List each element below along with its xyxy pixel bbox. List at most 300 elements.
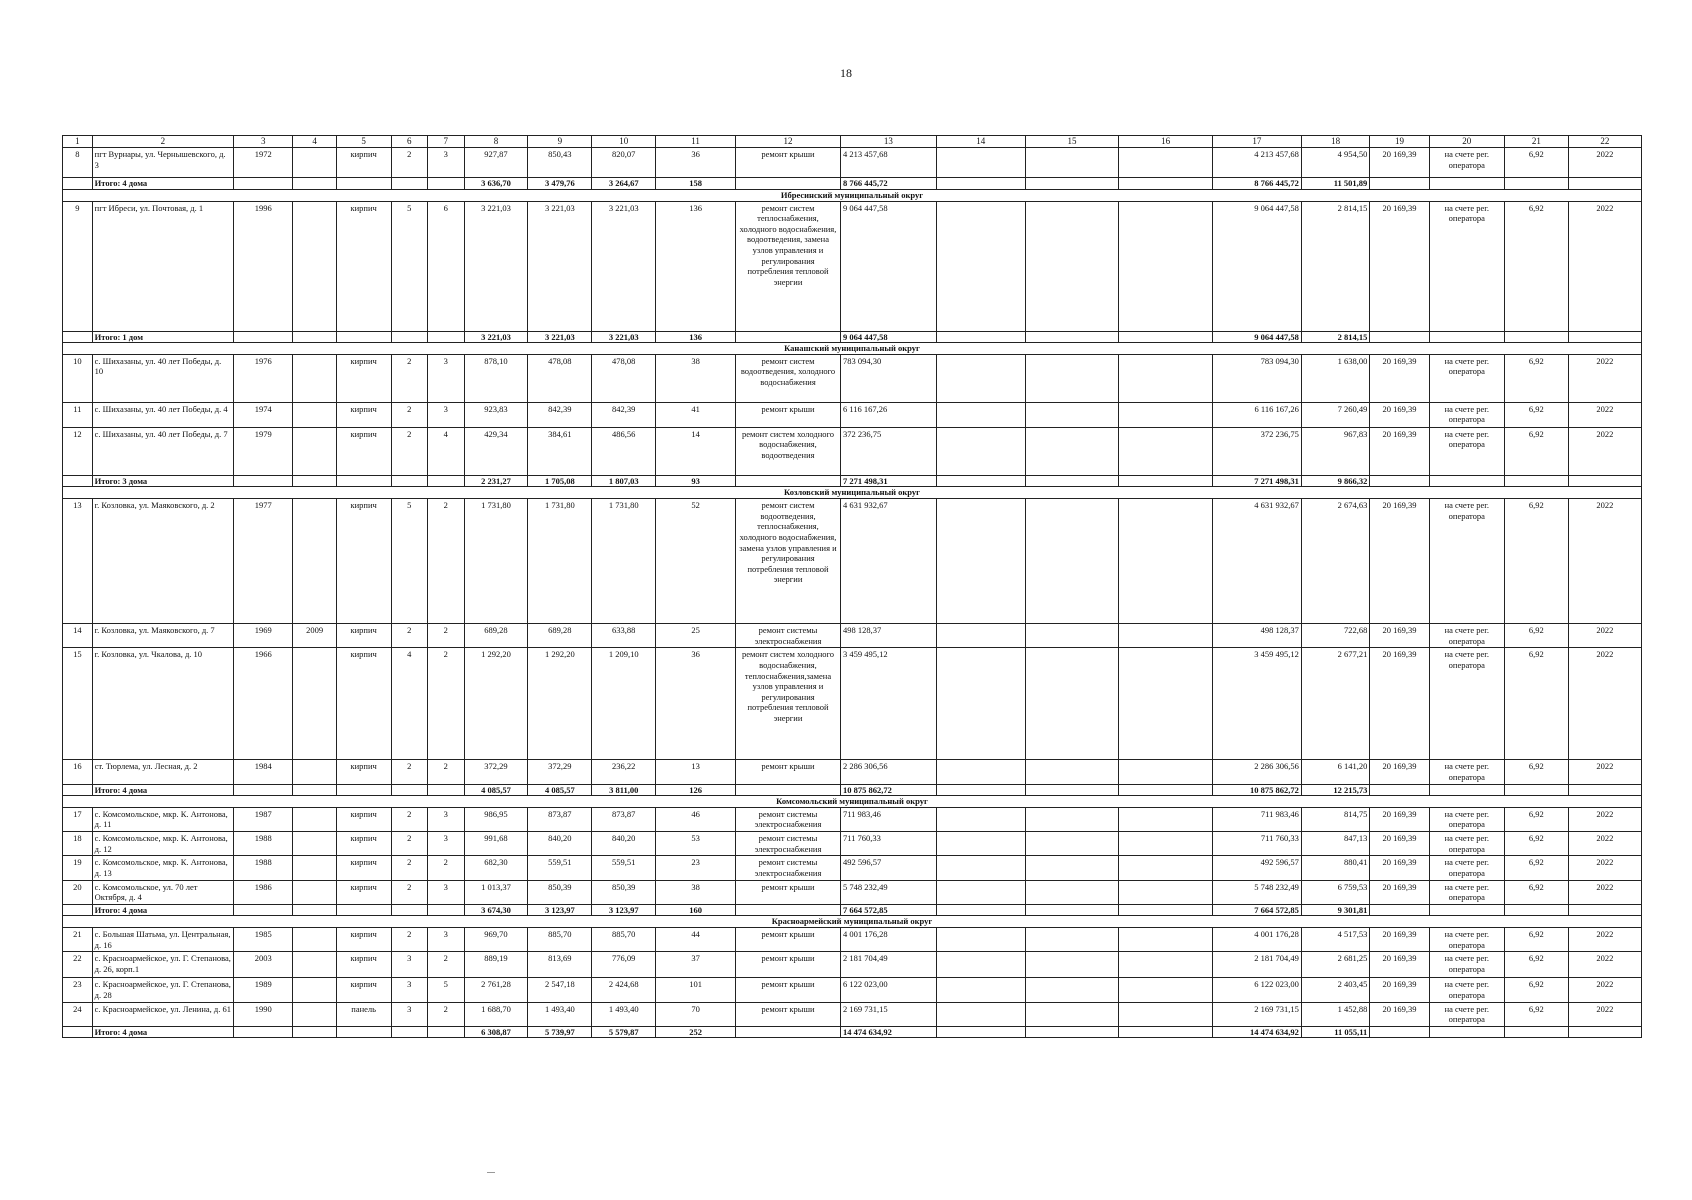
column-number: 3 bbox=[234, 136, 293, 148]
total-cell bbox=[1025, 331, 1119, 343]
table-cell: 6,92 bbox=[1504, 648, 1568, 760]
table-cell: 1996 bbox=[234, 201, 293, 331]
table-cell: на счете рег. оператора bbox=[1429, 624, 1504, 648]
table-cell: 20 169,39 bbox=[1370, 1002, 1429, 1026]
row-number: 12 bbox=[63, 427, 93, 475]
table-cell: 3 bbox=[391, 978, 428, 1002]
row-number: 10 bbox=[63, 354, 93, 402]
table-cell: 4 bbox=[428, 427, 465, 475]
total-cell bbox=[1025, 1026, 1119, 1038]
total-cell: 11 501,89 bbox=[1301, 178, 1369, 190]
total-row bbox=[63, 178, 1642, 190]
table-cell: 372,29 bbox=[528, 760, 592, 784]
total-cell: 160 bbox=[656, 904, 736, 916]
district-name: Козловский муниципальный округ bbox=[63, 487, 1642, 499]
total-cell: 3 811,00 bbox=[592, 784, 656, 796]
table-cell: 498 128,37 bbox=[840, 624, 936, 648]
table-cell: 813,69 bbox=[528, 952, 592, 978]
row-number: 9 bbox=[63, 201, 93, 331]
table-cell: 711 760,33 bbox=[840, 832, 936, 856]
total-cell bbox=[391, 784, 428, 796]
building-row bbox=[63, 148, 1642, 178]
total-number-cell bbox=[63, 331, 93, 343]
table-cell: 20 169,39 bbox=[1370, 856, 1429, 880]
table-cell: 4 954,50 bbox=[1301, 148, 1369, 178]
table-cell: 5 748 232,49 bbox=[840, 880, 936, 904]
table-cell: 492 596,57 bbox=[840, 856, 936, 880]
total-cell bbox=[234, 904, 293, 916]
total-cell: 1 705,08 bbox=[528, 475, 592, 487]
total-row bbox=[63, 784, 1642, 796]
column-number: 6 bbox=[391, 136, 428, 148]
total-cell bbox=[293, 178, 336, 190]
table-cell: 878,10 bbox=[464, 354, 528, 402]
table-cell: 2 bbox=[428, 648, 465, 760]
table-cell: 847,13 bbox=[1301, 832, 1369, 856]
column-number: 17 bbox=[1212, 136, 1301, 148]
table-cell: 20 169,39 bbox=[1370, 760, 1429, 784]
table-cell: 1974 bbox=[234, 402, 293, 427]
table-cell: 2003 bbox=[234, 952, 293, 978]
total-cell bbox=[336, 475, 391, 487]
table-cell: 20 169,39 bbox=[1370, 427, 1429, 475]
total-cell: 10 875 862,72 bbox=[1212, 784, 1301, 796]
table-cell: 1 452,88 bbox=[1301, 1002, 1369, 1026]
total-cell bbox=[1504, 331, 1568, 343]
table-cell bbox=[1119, 832, 1213, 856]
district-header-row bbox=[63, 189, 1642, 201]
total-cell bbox=[936, 904, 1025, 916]
table-cell: 2 bbox=[391, 880, 428, 904]
total-cell: 9 301,81 bbox=[1301, 904, 1369, 916]
table-cell bbox=[1025, 760, 1119, 784]
address-cell: с. Красноармейское, ул. Ленина, д. 61 bbox=[92, 1002, 233, 1026]
table-cell bbox=[293, 952, 336, 978]
table-cell: кирпич bbox=[336, 402, 391, 427]
table-cell bbox=[1119, 760, 1213, 784]
total-cell: 7 664 572,85 bbox=[1212, 904, 1301, 916]
work-type-cell: ремонт системы электроснабжения bbox=[736, 832, 841, 856]
total-cell: 3 123,97 bbox=[592, 904, 656, 916]
table-cell bbox=[293, 427, 336, 475]
address-cell: с. Красноармейское, ул. Г. Степанова, д. 26, корп.1 bbox=[92, 952, 233, 978]
total-number-cell bbox=[63, 904, 93, 916]
table-cell: 1 493,40 bbox=[592, 1002, 656, 1026]
total-cell: 5 579,87 bbox=[592, 1026, 656, 1038]
total-cell bbox=[1119, 904, 1213, 916]
table-cell: 6 bbox=[428, 201, 465, 331]
row-number: 23 bbox=[63, 978, 93, 1002]
table-cell: на счете рег. оператора bbox=[1429, 832, 1504, 856]
page-number: 18 bbox=[840, 66, 852, 80]
table-cell: 52 bbox=[656, 499, 736, 624]
total-label: Итого: 3 дома bbox=[92, 475, 233, 487]
total-cell: 1 807,03 bbox=[592, 475, 656, 487]
table-cell: 3 459 495,12 bbox=[840, 648, 936, 760]
table-cell: 4 517,53 bbox=[1301, 928, 1369, 952]
district-header-row bbox=[63, 916, 1642, 928]
table-cell: 2 181 704,49 bbox=[1212, 952, 1301, 978]
table-cell: 2009 bbox=[293, 624, 336, 648]
table-cell: 991,68 bbox=[464, 832, 528, 856]
table-cell bbox=[293, 201, 336, 331]
address-cell: с. Комсомольское, ул. 70 лет Октября, д. 4 bbox=[92, 880, 233, 904]
total-number-cell bbox=[63, 1026, 93, 1038]
total-number-cell bbox=[63, 784, 93, 796]
total-row bbox=[63, 1026, 1642, 1038]
table-cell: 486,56 bbox=[592, 427, 656, 475]
building-row bbox=[63, 648, 1642, 760]
total-cell bbox=[234, 1026, 293, 1038]
table-cell: 820,07 bbox=[592, 148, 656, 178]
table-cell: 2 bbox=[391, 354, 428, 402]
total-cell bbox=[293, 331, 336, 343]
address-cell: с. Большая Шатьма, ул. Центральная, д. 16 bbox=[92, 928, 233, 952]
table-cell: 6,92 bbox=[1504, 1002, 1568, 1026]
table-cell: 2 547,18 bbox=[528, 978, 592, 1002]
table-cell bbox=[1119, 880, 1213, 904]
work-type-cell: ремонт системы электроснабжения bbox=[736, 856, 841, 880]
table-cell: 1979 bbox=[234, 427, 293, 475]
total-cell bbox=[1429, 784, 1504, 796]
address-cell: г. Козловка, ул. Чкалова, д. 10 bbox=[92, 648, 233, 760]
total-cell bbox=[234, 331, 293, 343]
total-cell bbox=[293, 475, 336, 487]
table-cell: 429,34 bbox=[464, 427, 528, 475]
table-cell: 1987 bbox=[234, 807, 293, 831]
table-cell: 36 bbox=[656, 648, 736, 760]
table-cell bbox=[1025, 648, 1119, 760]
column-number: 16 bbox=[1119, 136, 1213, 148]
table-cell bbox=[293, 978, 336, 1002]
table-cell: 20 169,39 bbox=[1370, 832, 1429, 856]
table-cell: 850,39 bbox=[592, 880, 656, 904]
table-cell: 2 814,15 bbox=[1301, 201, 1369, 331]
table-cell: 6,92 bbox=[1504, 952, 1568, 978]
table-cell: 46 bbox=[656, 807, 736, 831]
total-cell bbox=[428, 178, 465, 190]
total-cell bbox=[428, 331, 465, 343]
column-number: 11 bbox=[656, 136, 736, 148]
table-cell bbox=[1025, 427, 1119, 475]
table-cell bbox=[1025, 354, 1119, 402]
table-cell: на счете рег. оператора bbox=[1429, 978, 1504, 1002]
total-label: Итого: 4 дома bbox=[92, 1026, 233, 1038]
total-cell bbox=[736, 178, 841, 190]
total-number-cell bbox=[63, 475, 93, 487]
table-cell: 6,92 bbox=[1504, 807, 1568, 831]
address-cell: пгт Ибреси, ул. Почтовая, д. 1 bbox=[92, 201, 233, 331]
table-cell: 2 bbox=[428, 624, 465, 648]
table-cell: 236,22 bbox=[592, 760, 656, 784]
table-cell: 3 221,03 bbox=[528, 201, 592, 331]
row-number: 11 bbox=[63, 402, 93, 427]
table-cell: 2022 bbox=[1568, 807, 1641, 831]
total-cell bbox=[936, 784, 1025, 796]
table-cell: кирпич bbox=[336, 928, 391, 952]
address-cell: с. Комсомольское, мкр. К. Антонова, д. 12 bbox=[92, 832, 233, 856]
total-cell bbox=[1119, 784, 1213, 796]
total-cell bbox=[428, 475, 465, 487]
table-cell: 20 169,39 bbox=[1370, 880, 1429, 904]
total-cell bbox=[293, 904, 336, 916]
table-cell: 4 631 932,67 bbox=[840, 499, 936, 624]
table-cell: 6,92 bbox=[1504, 832, 1568, 856]
address-cell: г. Козловка, ул. Маяковского, д. 2 bbox=[92, 499, 233, 624]
table-cell bbox=[936, 402, 1025, 427]
table-cell: кирпич bbox=[336, 952, 391, 978]
table-cell: 2022 bbox=[1568, 952, 1641, 978]
district-header-row bbox=[63, 796, 1642, 808]
total-cell bbox=[1370, 1026, 1429, 1038]
table-cell: 4 001 176,28 bbox=[1212, 928, 1301, 952]
row-number: 20 bbox=[63, 880, 93, 904]
table-cell: на счете рег. оператора bbox=[1429, 928, 1504, 952]
table-cell: на счете рег. оператора bbox=[1429, 880, 1504, 904]
table-cell bbox=[293, 760, 336, 784]
total-cell bbox=[936, 178, 1025, 190]
table-cell bbox=[1025, 1002, 1119, 1026]
total-cell bbox=[1429, 1026, 1504, 1038]
table-cell bbox=[936, 928, 1025, 952]
total-cell: 3 221,03 bbox=[528, 331, 592, 343]
table-cell: кирпич bbox=[336, 624, 391, 648]
table-cell: 2 bbox=[391, 624, 428, 648]
total-cell: 158 bbox=[656, 178, 736, 190]
total-label: Итого: 1 дом bbox=[92, 331, 233, 343]
table-cell: 4 001 176,28 bbox=[840, 928, 936, 952]
column-number: 2 bbox=[92, 136, 233, 148]
table-cell: 5 bbox=[391, 499, 428, 624]
table-cell bbox=[1119, 201, 1213, 331]
table-cell: 2022 bbox=[1568, 648, 1641, 760]
table-cell: 842,39 bbox=[528, 402, 592, 427]
total-cell bbox=[336, 784, 391, 796]
table-cell: 1989 bbox=[234, 978, 293, 1002]
column-numbers-row bbox=[63, 136, 1642, 148]
building-row bbox=[63, 624, 1642, 648]
total-cell: 12 215,73 bbox=[1301, 784, 1369, 796]
table-cell: 889,19 bbox=[464, 952, 528, 978]
table-cell: 1969 bbox=[234, 624, 293, 648]
table-cell: кирпич bbox=[336, 856, 391, 880]
column-number: 9 bbox=[528, 136, 592, 148]
table-cell: 13 bbox=[656, 760, 736, 784]
table-cell: 1966 bbox=[234, 648, 293, 760]
table-cell: 3 bbox=[428, 880, 465, 904]
table-cell: на счете рег. оператора bbox=[1429, 952, 1504, 978]
total-cell bbox=[736, 904, 841, 916]
table-cell: 37 bbox=[656, 952, 736, 978]
table-cell bbox=[936, 1002, 1025, 1026]
table-cell bbox=[936, 856, 1025, 880]
table-cell: на счете рег. оператора bbox=[1429, 760, 1504, 784]
address-cell: г. Козловка, ул. Маяковского, д. 7 bbox=[92, 624, 233, 648]
total-row bbox=[63, 331, 1642, 343]
table-cell: 2022 bbox=[1568, 928, 1641, 952]
row-number: 15 bbox=[63, 648, 93, 760]
table-cell: на счете рег. оператора bbox=[1429, 1002, 1504, 1026]
district-name: Красноармейский муниципальный округ bbox=[63, 916, 1642, 928]
table-cell: 2022 bbox=[1568, 832, 1641, 856]
table-cell: 5 748 232,49 bbox=[1212, 880, 1301, 904]
table-cell: 14 bbox=[656, 427, 736, 475]
total-cell bbox=[1025, 475, 1119, 487]
building-row bbox=[63, 427, 1642, 475]
table-cell: 4 213 457,68 bbox=[840, 148, 936, 178]
total-cell: 5 739,97 bbox=[528, 1026, 592, 1038]
row-number: 24 bbox=[63, 1002, 93, 1026]
total-cell: 7 271 498,31 bbox=[840, 475, 936, 487]
table-cell: 2 286 306,56 bbox=[840, 760, 936, 784]
total-row bbox=[63, 475, 1642, 487]
total-cell: 3 221,03 bbox=[464, 331, 528, 343]
table-cell: 873,87 bbox=[528, 807, 592, 831]
table-cell: кирпич bbox=[336, 201, 391, 331]
total-cell bbox=[1568, 784, 1641, 796]
address-cell: с. Шихазаны, ул. 40 лет Победы, д. 10 bbox=[92, 354, 233, 402]
column-number: 10 bbox=[592, 136, 656, 148]
work-type-cell: ремонт крыши bbox=[736, 1002, 841, 1026]
table-cell: 2 bbox=[391, 856, 428, 880]
table-cell: 3 bbox=[428, 928, 465, 952]
table-cell bbox=[293, 832, 336, 856]
table-cell: 1977 bbox=[234, 499, 293, 624]
work-type-cell: ремонт крыши bbox=[736, 880, 841, 904]
table-cell bbox=[293, 1002, 336, 1026]
table-cell: 3 459 495,12 bbox=[1212, 648, 1301, 760]
table-cell bbox=[1119, 928, 1213, 952]
table-cell: 2022 bbox=[1568, 624, 1641, 648]
table-cell: 372 236,75 bbox=[840, 427, 936, 475]
building-row bbox=[63, 354, 1642, 402]
total-cell: 3 123,97 bbox=[528, 904, 592, 916]
total-cell bbox=[336, 178, 391, 190]
table-cell bbox=[1119, 354, 1213, 402]
table-cell: 3 bbox=[391, 1002, 428, 1026]
table-cell: 885,70 bbox=[592, 928, 656, 952]
work-type-cell: ремонт крыши bbox=[736, 952, 841, 978]
total-cell: 14 474 634,92 bbox=[1212, 1026, 1301, 1038]
table-cell: 6,92 bbox=[1504, 760, 1568, 784]
building-row bbox=[63, 499, 1642, 624]
table-cell bbox=[936, 427, 1025, 475]
table-cell: 6,92 bbox=[1504, 148, 1568, 178]
table-cell: кирпич bbox=[336, 427, 391, 475]
table-cell bbox=[1025, 880, 1119, 904]
work-type-cell: ремонт систем холодного водоснабжения, водоотведения bbox=[736, 427, 841, 475]
total-cell bbox=[1119, 1026, 1213, 1038]
table-cell bbox=[1025, 499, 1119, 624]
table-cell: 136 bbox=[656, 201, 736, 331]
work-type-cell: ремонт крыши bbox=[736, 402, 841, 427]
table-cell: 2 181 704,49 bbox=[840, 952, 936, 978]
table-cell: 3 bbox=[428, 807, 465, 831]
table-cell bbox=[1119, 807, 1213, 831]
table-cell: на счете рег. оператора bbox=[1429, 856, 1504, 880]
table-cell: 2022 bbox=[1568, 201, 1641, 331]
table-cell: 20 169,39 bbox=[1370, 952, 1429, 978]
table-cell bbox=[1119, 648, 1213, 760]
building-row bbox=[63, 928, 1642, 952]
total-cell bbox=[1504, 784, 1568, 796]
work-type-cell: ремонт системы электроснабжения bbox=[736, 807, 841, 831]
table-cell: 969,70 bbox=[464, 928, 528, 952]
total-cell: 3 636,70 bbox=[464, 178, 528, 190]
table-cell: 2 169 731,15 bbox=[1212, 1002, 1301, 1026]
total-cell: 126 bbox=[656, 784, 736, 796]
table-cell: 2022 bbox=[1568, 402, 1641, 427]
column-number: 12 bbox=[736, 136, 841, 148]
table-cell: кирпич bbox=[336, 832, 391, 856]
total-cell: 9 064 447,58 bbox=[1212, 331, 1301, 343]
column-number: 8 bbox=[464, 136, 528, 148]
table-cell: 2 403,45 bbox=[1301, 978, 1369, 1002]
table-cell: 682,30 bbox=[464, 856, 528, 880]
total-cell bbox=[1119, 178, 1213, 190]
row-number: 17 bbox=[63, 807, 93, 831]
total-cell bbox=[1568, 904, 1641, 916]
column-number: 22 bbox=[1568, 136, 1641, 148]
table-cell: кирпич bbox=[336, 354, 391, 402]
table-cell: 6 122 023,00 bbox=[1212, 978, 1301, 1002]
district-name: Ибресинский муниципальный округ bbox=[63, 189, 1642, 201]
total-cell: 4 085,57 bbox=[464, 784, 528, 796]
table-cell: 2 674,63 bbox=[1301, 499, 1369, 624]
total-cell bbox=[234, 475, 293, 487]
table-cell: 2 bbox=[391, 402, 428, 427]
table-cell: 689,28 bbox=[528, 624, 592, 648]
total-cell: 11 055,11 bbox=[1301, 1026, 1369, 1038]
table-cell: 23 bbox=[656, 856, 736, 880]
total-cell bbox=[736, 475, 841, 487]
column-number: 4 bbox=[293, 136, 336, 148]
table-cell: 1 731,80 bbox=[592, 499, 656, 624]
table-cell: 2022 bbox=[1568, 760, 1641, 784]
table-cell: 1 209,10 bbox=[592, 648, 656, 760]
table-cell: 1 292,20 bbox=[464, 648, 528, 760]
work-type-cell: ремонт крыши bbox=[736, 760, 841, 784]
table-cell bbox=[293, 856, 336, 880]
total-cell: 8 766 445,72 bbox=[840, 178, 936, 190]
table-cell: 842,39 bbox=[592, 402, 656, 427]
table-cell: 2 bbox=[428, 952, 465, 978]
table-cell bbox=[1025, 832, 1119, 856]
table-cell: 783 094,30 bbox=[1212, 354, 1301, 402]
table-cell: 6,92 bbox=[1504, 402, 1568, 427]
total-cell: 252 bbox=[656, 1026, 736, 1038]
table-cell: 7 260,49 bbox=[1301, 402, 1369, 427]
table-cell bbox=[1025, 148, 1119, 178]
total-cell bbox=[936, 475, 1025, 487]
column-number: 18 bbox=[1301, 136, 1369, 148]
table-cell: 44 bbox=[656, 928, 736, 952]
table-cell bbox=[936, 880, 1025, 904]
table-cell: 711 983,46 bbox=[840, 807, 936, 831]
table-cell bbox=[936, 624, 1025, 648]
table-cell: 3 bbox=[428, 354, 465, 402]
column-number: 14 bbox=[936, 136, 1025, 148]
table-cell: 20 169,39 bbox=[1370, 978, 1429, 1002]
total-cell bbox=[1370, 331, 1429, 343]
table-cell bbox=[1119, 978, 1213, 1002]
column-number: 5 bbox=[336, 136, 391, 148]
table-cell: 372 236,75 bbox=[1212, 427, 1301, 475]
table-cell: 1 638,00 bbox=[1301, 354, 1369, 402]
repair-program-table bbox=[62, 135, 1642, 1038]
table-cell: 1985 bbox=[234, 928, 293, 952]
table-cell: 6 122 023,00 bbox=[840, 978, 936, 1002]
